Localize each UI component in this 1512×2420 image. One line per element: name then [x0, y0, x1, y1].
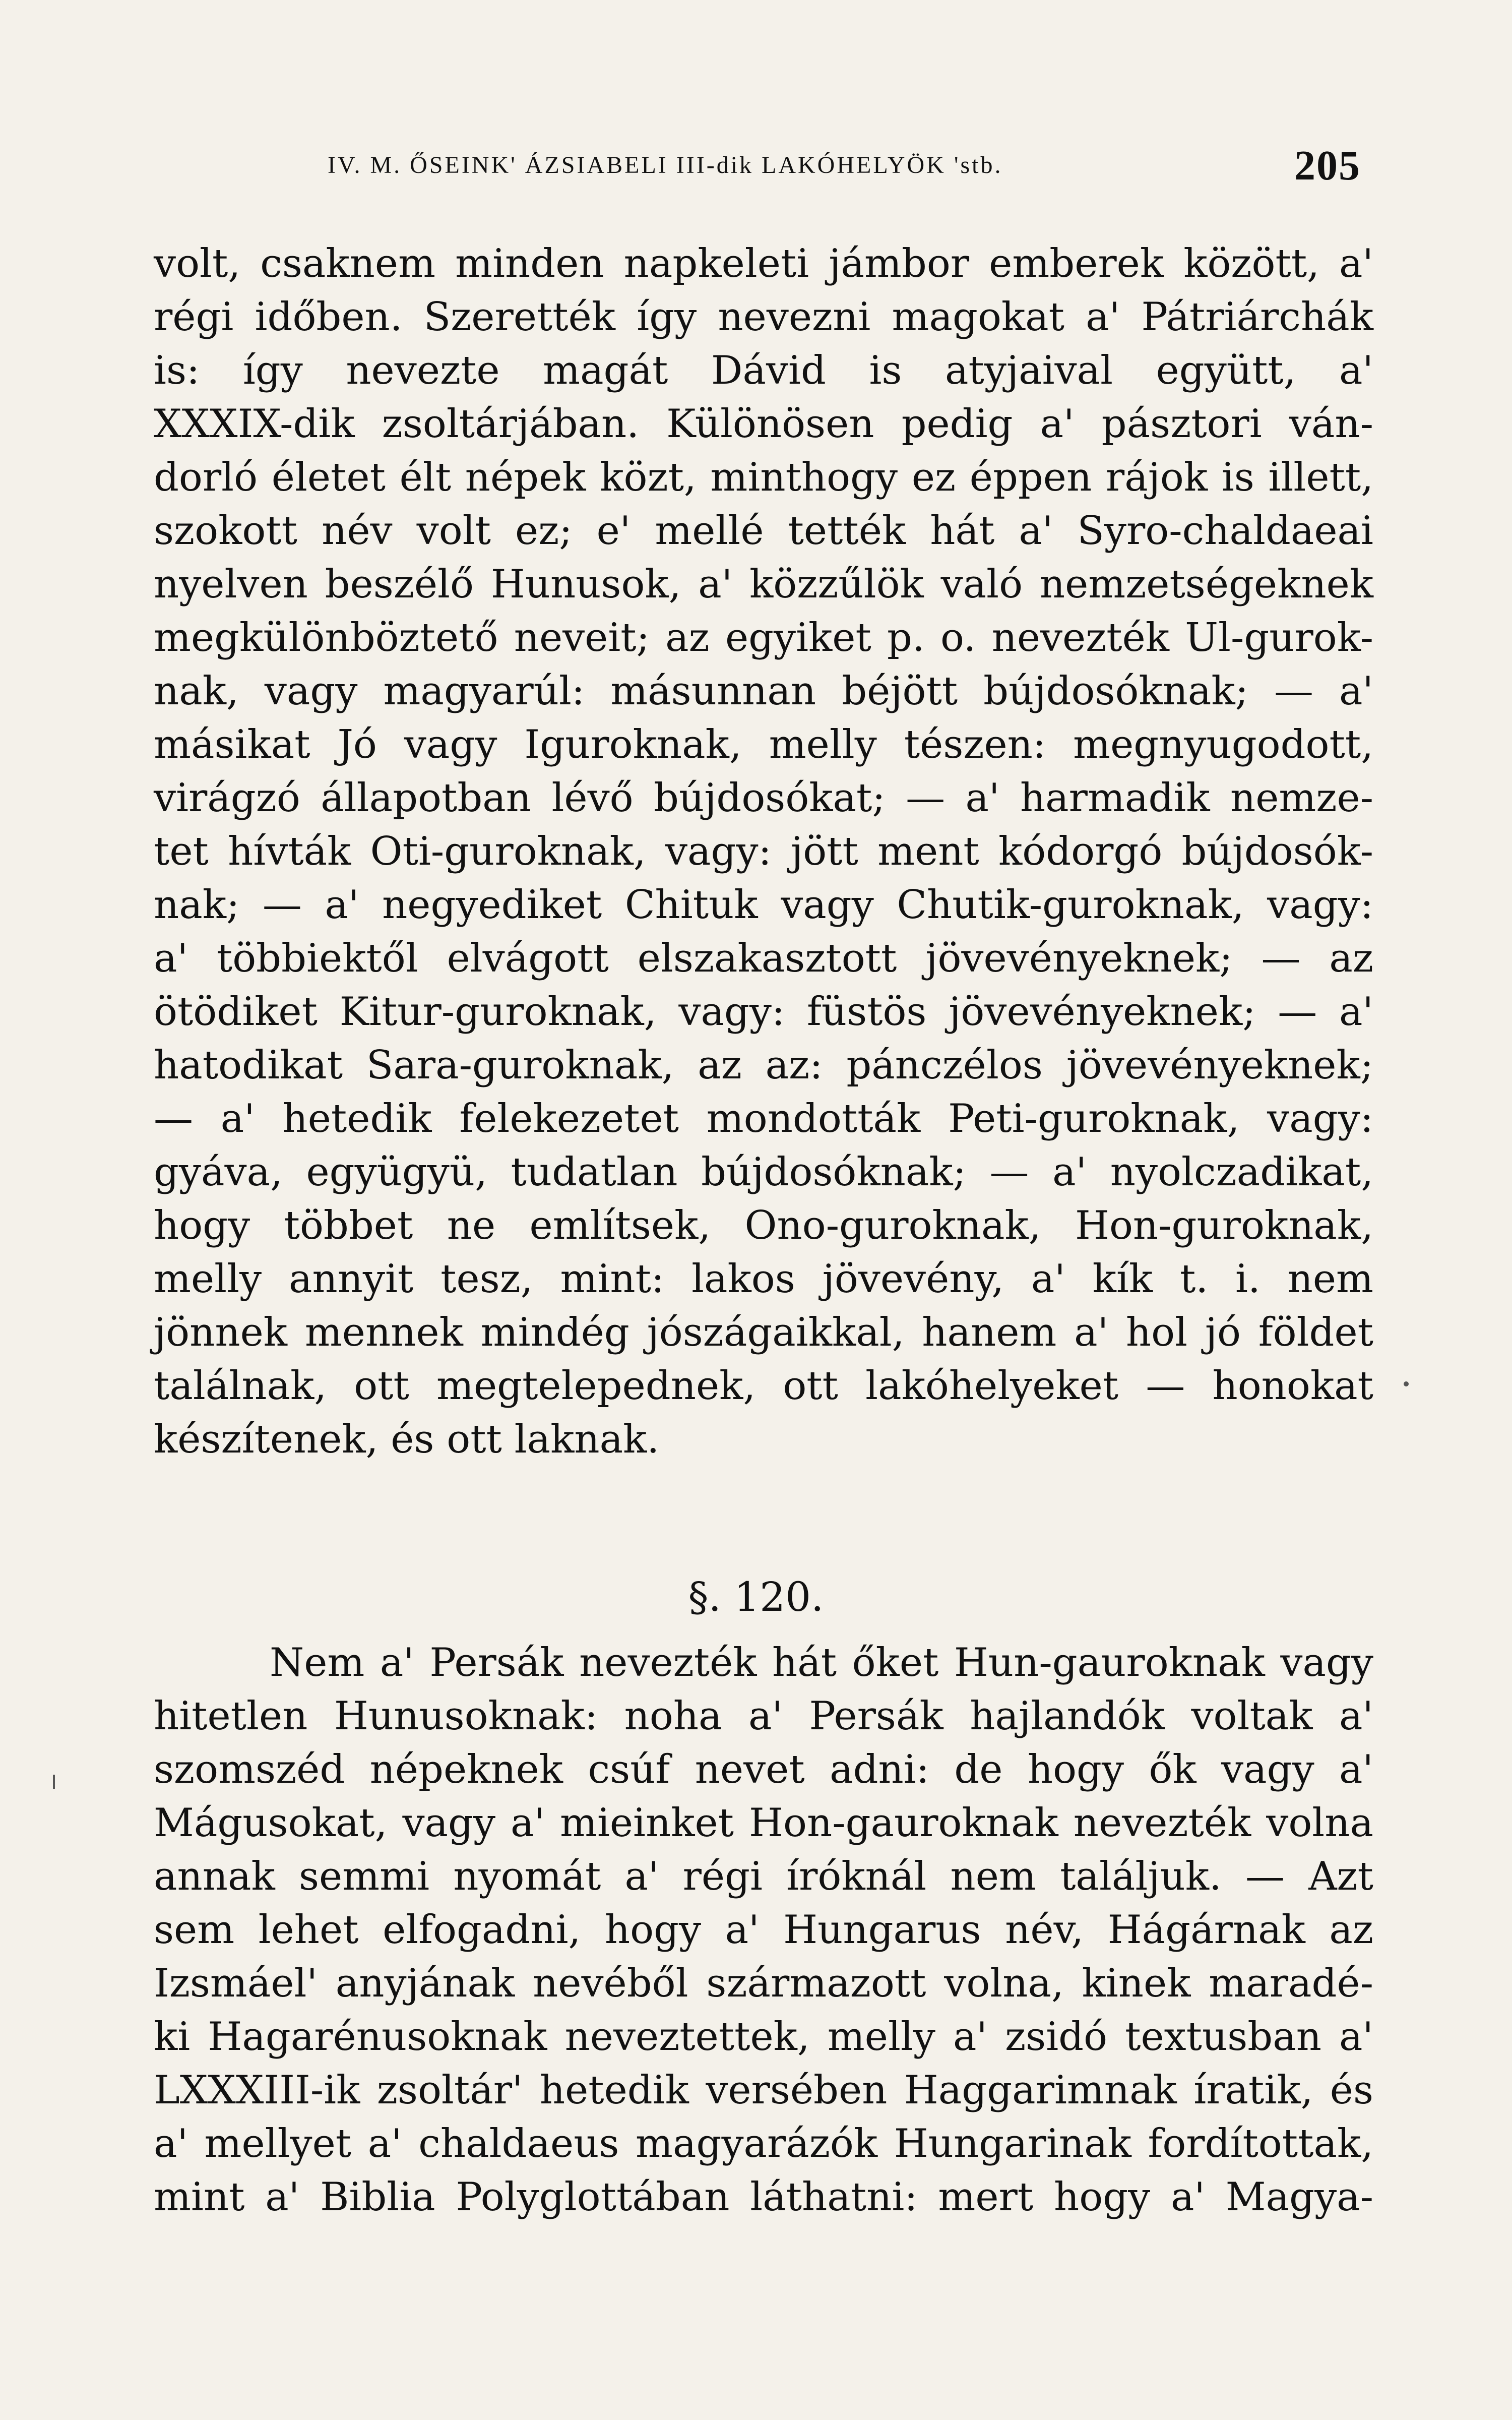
running-header — [328, 141, 1361, 197]
text-line: tet hívták Oti-guroknak, vagy: jött ment kódorgó bújdosók- — [154, 829, 1373, 874]
text-line: dorló életet élt népek közt, minthogy ez éppen rájok is illett, — [154, 455, 1373, 500]
text-line: régi időben. Szerették így nevezni magokat a' Pátriárchák — [154, 294, 1373, 340]
page-number: 205 — [1294, 142, 1361, 189]
text-line: ki Hagarénusoknak neveztettek, melly a' zsidó textusban a' — [154, 2014, 1373, 2060]
text-line: melly annyit tesz, mint: lakos jövevény, a' kík t. i. nem — [154, 1256, 1373, 1302]
text-line: szokott név volt ez; e' mellé tették hát a' Syro-chaldaeai — [154, 508, 1373, 554]
text-line: nak, vagy magyarúl: másunnan béjött bújdosóknak; — a' — [154, 669, 1373, 714]
text-line: jönnek mennek mindég jószágaikkal, hanem a' hol jó földet — [154, 1310, 1373, 1355]
text-line: találnak, ott megtelepednek, ott lakóhelyeket — honokat — [154, 1363, 1373, 1409]
text-line: gyáva, együgyü, tudatlan bújdosóknak; — a' nyolczadikat, — [154, 1150, 1373, 1195]
paragraph-1 — [154, 237, 1373, 1466]
text-line: a' mellyet a' chaldaeus magyarázók Hungarinak fordítottak, — [154, 2121, 1373, 2166]
text-line: volt, csaknem minden napkeleti jámbor emberek között, a' — [154, 241, 1373, 286]
text-line: LXXXIII-ik zsoltár' hetedik versében Haggarimnak íratik, és — [154, 2068, 1373, 2113]
text-line: hitetlen Hunusoknak: noha a' Persák hajlandók voltak a' — [154, 1693, 1373, 1739]
text-line: Izsmáel' anyjának nevéből származott volna, kinek maradé- — [154, 1961, 1373, 2006]
text-line: Mágusokat, vagy a' mieinket Hon-gauroknak nevezték volna — [154, 1800, 1373, 1846]
text-line: sem lehet elfogadni, hogy a' Hungarus név, Hágárnak az — [154, 1907, 1373, 1953]
text-line: virágzó állapotban lévő bújdosókat; — a' harmadik nemze- — [154, 775, 1373, 821]
text-line: mint a' Biblia Polyglottában láthatni: mert hogy a' Magya- — [154, 2174, 1373, 2220]
scan-artifact-tick — [53, 1775, 55, 1789]
text-line: szomszéd népeknek csúf nevet adni: de hogy ők vagy a' — [154, 1747, 1373, 1792]
paragraph-2 — [154, 1636, 1373, 2224]
text-line: annak semmi nyomát a' régi íróknál nem találjuk. — Azt — [154, 1854, 1373, 1899]
text-line: hogy többet ne említsek, Ono-guroknak, Hon-guroknak, — [154, 1203, 1373, 1248]
text-line: megkülönböztető neveit; az egyiket p. o. nevezték Ul-gurok- — [154, 615, 1373, 660]
text-line: ötödiket Kitur-guroknak, vagy: füstös jövevényeknek; — a' — [154, 989, 1373, 1035]
text-line: is: így nevezte magát Dávid is atyjaival együtt, a' — [154, 348, 1373, 393]
text-line: a' többiektől elvágott elszakasztott jövevényeknek; — az — [154, 936, 1373, 981]
text-line: készítenek, és ott laknak. — [154, 1417, 660, 1462]
running-title: IV. M. ŐSEINK' ÁZSIABELI III-dik LAKÓHELYÖK 'stb. — [328, 152, 1003, 178]
text-line: másikat Jó vagy Iguroknak, melly tészen: megnyugodott, — [154, 722, 1373, 767]
text-line: — a' hetedik felekezetet mondották Peti-guroknak, vagy: — [154, 1096, 1373, 1141]
text-line: hatodikat Sara-guroknak, az az: pánczélos jövevényeknek; — [154, 1043, 1373, 1088]
scan-artifact-dot — [1404, 1381, 1409, 1386]
text-line: Nem a' Persák nevezték hát őket Hun-gauroknak vagy — [270, 1640, 1373, 1685]
text-line: nak; — a' negyediket Chituk vagy Chutik-guroknak, vagy: — [154, 882, 1373, 928]
section-heading: §. 120. — [688, 1574, 824, 1620]
text-line: XXXIX-dik zsoltárjában. Különösen pedig a' pásztori ván- — [154, 401, 1373, 447]
text-line: nyelven beszélő Hunusok, a' közzűlök való nemzetségeknek — [154, 562, 1373, 607]
